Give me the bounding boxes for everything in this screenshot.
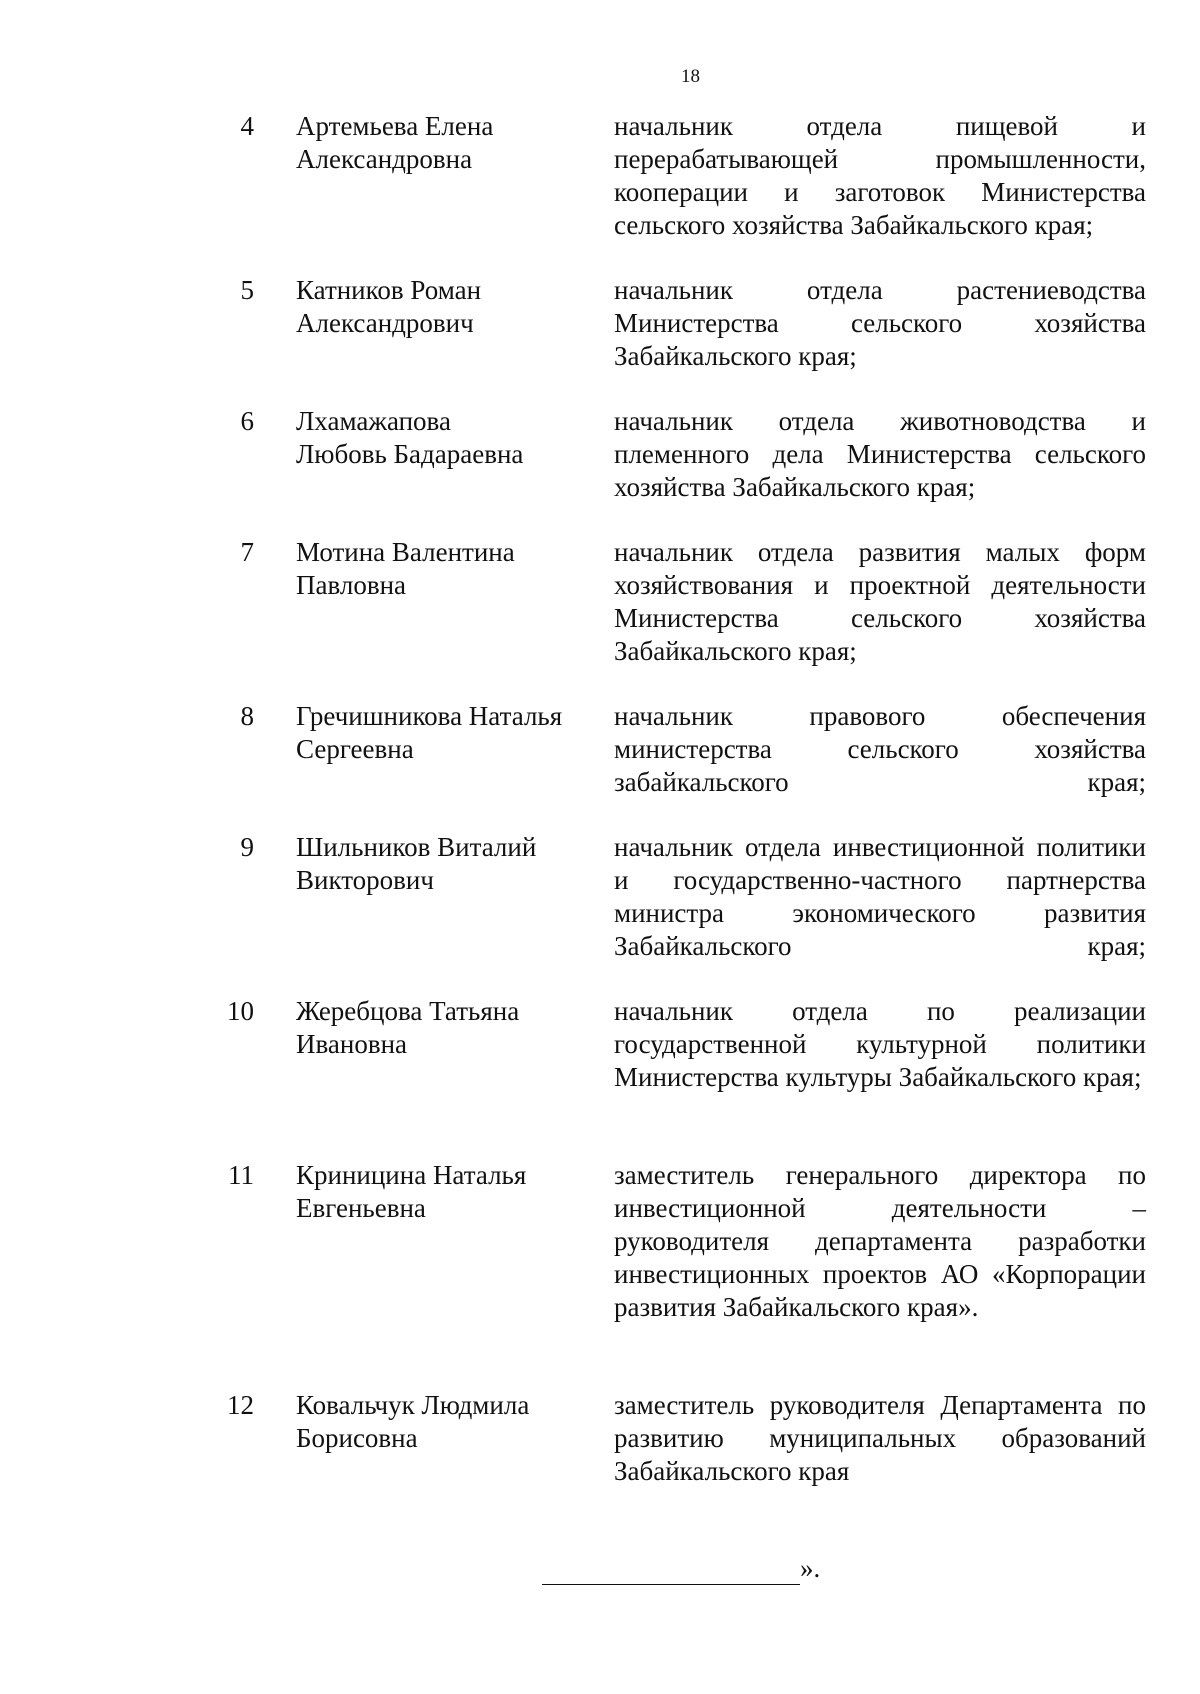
list-item <box>0 831 1200 963</box>
closing-mark <box>542 1552 820 1585</box>
member-name: Ковальчук Людмила Борисовна <box>296 1390 530 1453</box>
item-number: 9 <box>240 832 254 862</box>
member-position: начальник отдела животноводства и племенного дела Министерства сельского хозяйства Забайкальского края; <box>614 406 1146 502</box>
item-number: 5 <box>240 275 254 305</box>
page-number: 18 <box>681 66 700 87</box>
item-number: 11 <box>228 1160 254 1190</box>
item-number: 10 <box>227 996 254 1026</box>
member-name: Шильников Виталий Викторович <box>296 832 537 895</box>
member-position: начальник отдела по реализации государственной культурной политики Министерства культуры Забайкальского края; <box>614 996 1146 1092</box>
member-name: Артемьева Елена Александровна <box>296 111 494 174</box>
member-name: Гречишникова Наталья Сергеевна <box>296 701 563 764</box>
member-position: начальник отдела пищевой и перерабатывающей промышленности, кооперации и заготовок Министерства сельского хозяйства Забайкальского края; <box>614 111 1146 240</box>
list-item <box>0 700 1200 799</box>
list-item <box>0 274 1200 373</box>
item-number: 12 <box>227 1390 254 1420</box>
member-position: заместитель руководителя Департамента по развитию муниципальных образований Забайкальского края <box>614 1390 1146 1486</box>
member-position: начальник отдела развития малых форм хозяйствования и проектной деятельности Министерства сельского хозяйства Забайкальского края; <box>614 537 1146 666</box>
item-number: 4 <box>240 111 254 141</box>
list-item <box>0 110 1200 242</box>
list-item <box>0 405 1200 504</box>
item-number: 7 <box>240 537 254 567</box>
member-name: Криницина Наталья Евгеньевна <box>296 1160 527 1223</box>
item-number: 6 <box>240 406 254 436</box>
list-item <box>0 536 1200 668</box>
list-item <box>0 1159 1200 1357</box>
item-number: 8 <box>240 701 254 731</box>
member-position: начальник правового обеспечения министерства сельского хозяйства забайкальского края; <box>614 701 1146 797</box>
list-item <box>0 995 1200 1127</box>
members-list <box>0 110 1200 1520</box>
member-position: начальник отдела растениеводства Министерства сельского хозяйства Забайкальского края; <box>614 275 1146 371</box>
closing-underline <box>542 1562 800 1585</box>
member-position: начальник отдела инвестиционной политики и государственно-частного партнерства министра экономического развития Забайкальского края; <box>614 832 1146 961</box>
closing-quote: ». <box>800 1553 821 1583</box>
member-name: Лхамажапова Любовь Бадараевна <box>296 406 524 469</box>
member-name: Катников Роман Александрович <box>296 275 482 338</box>
member-position: заместитель генерального директора по инвестиционной деятельности – руководителя департамента разработки инвестиционных проектов АО «Корпорации развития Забайкальского края». <box>614 1160 1146 1322</box>
member-name: Мотина Валентина Павловна <box>296 537 515 600</box>
list-item <box>0 1389 1200 1488</box>
member-name: Жеребцова Татьяна Ивановна <box>296 996 520 1059</box>
